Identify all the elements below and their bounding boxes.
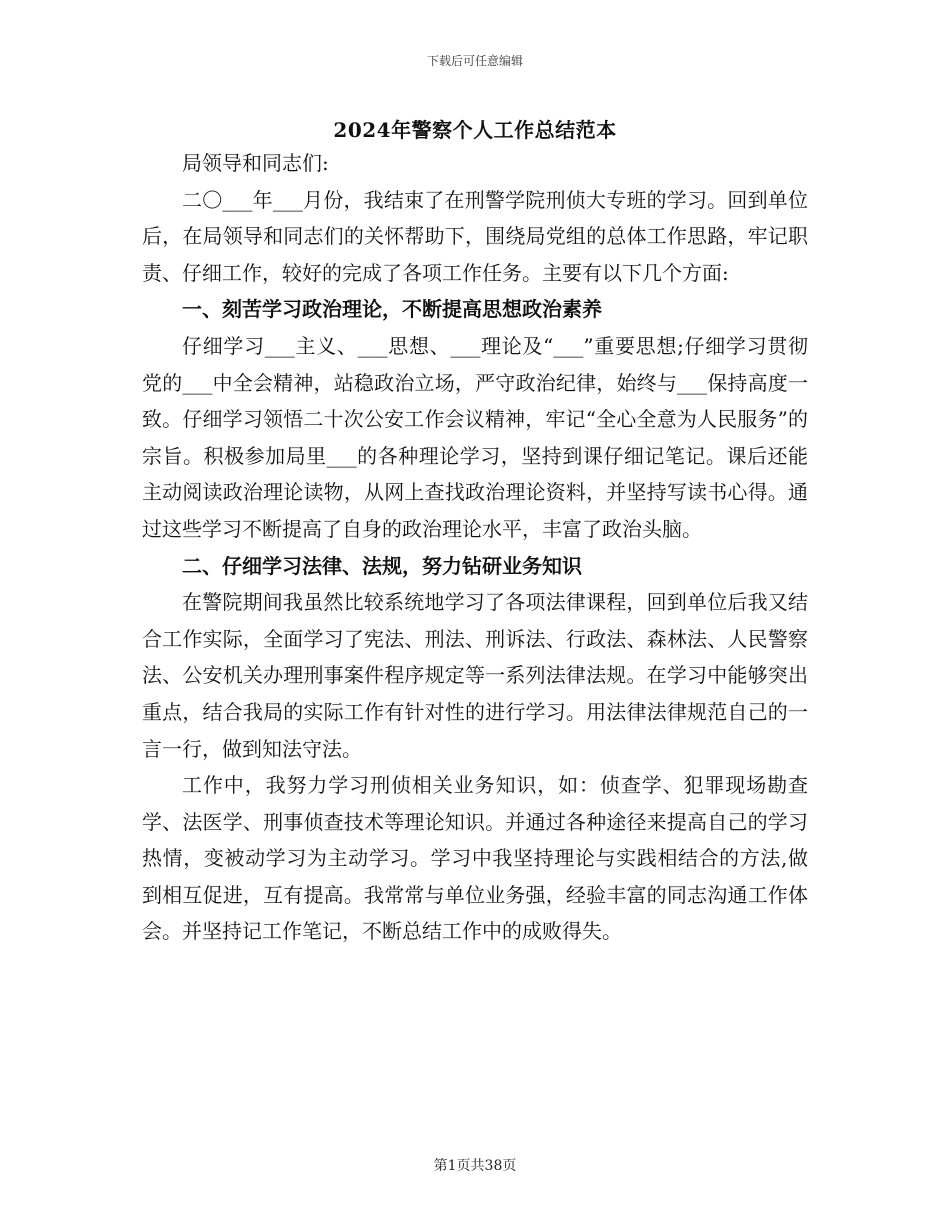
section-2-heading: 二、仔细学习法律、法规，努力钻研业务知识 xyxy=(182,553,582,578)
section-1-paragraph: 仔细学习___主义、___思想、___理论及“___”重要思想;仔细学习贯彻党的___中全会精神，站稳政治立场，严守政治纪律，始终与___保持高度一致。仔细学习领悟二十次公安工作会议精神，牢记“全心全意为人民服务”的宗旨。积极参加局里___的各种理论学习，坚持到课仔细记笔记。课后还能主动阅读政治理论读物，从网上查找政治理论资料，并坚持写读书心得。通过这些学习不断提高了自身的政治理论水平，丰富了政治头脑。 xyxy=(142,333,808,541)
section-2-paragraph-2: 工作中，我努力学习刑侦相关业务知识，如：侦查学、犯罪现场勘查学、法医学、刑事侦查技术等理论知识。并通过各种途径来提高自己的学习热情，变被动学习为主动学习。学习中我坚持理论与实践相结合的方法,做到相互促进，互有提高。我常常与单位业务强，经验丰富的同志沟通工作体会。并坚持记工作笔记，不断总结工作中的成败得失。 xyxy=(142,773,808,944)
document-body xyxy=(142,145,808,950)
section-2-paragraph-1: 在警院期间我虽然比较系统地学习了各项法律课程，回到单位后我又结合工作实际，全面学习了宪法、刑法、刑诉法、行政法、森林法、人民警察法、公安机关办理刑事案件程序规定等一系列法律法规。在学习中能够突出重点，结合我局的实际工作有针对性的进行学习。用法律法律规范自己的一言一行，做到知法守法。 xyxy=(142,590,808,761)
document-title: 2024年警察个人工作总结范本 xyxy=(333,118,617,142)
page-footer: 第1页共38页 xyxy=(433,1158,517,1174)
salutation: 局领导和同志们: xyxy=(182,151,329,175)
section-1-heading: 一、刻苦学习政治理论，不断提高思想政治素养 xyxy=(182,297,602,322)
intro-paragraph: 二〇___年___月份，我结束了在刑警学院刑侦大专班的学习。回到单位后，在局领导和同志们的关怀帮助下，围绕局党组的总体工作思路，牢记职责、仔细工作，较好的完成了各项工作任务。主要有以下几个方面: xyxy=(142,187,808,285)
header-note: 下载后可任意编辑 xyxy=(426,54,523,68)
